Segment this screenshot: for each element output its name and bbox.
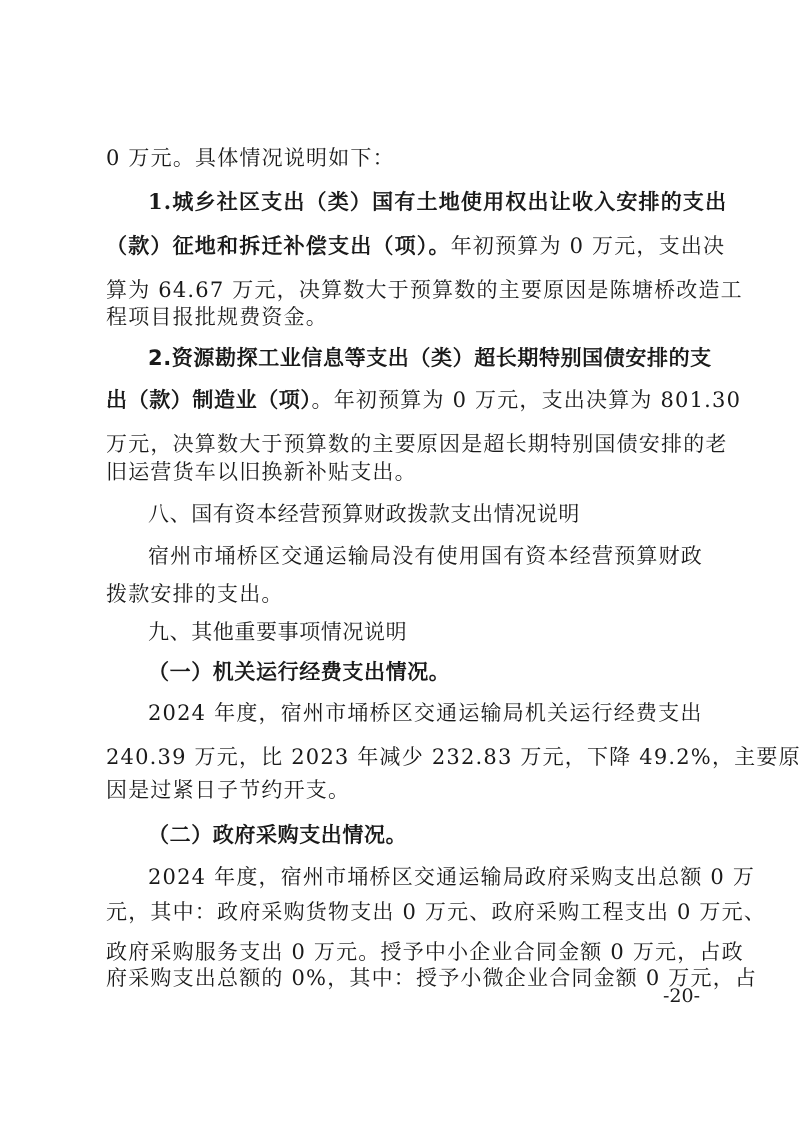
section-heading-9: 九、其他重要事项情况说明 <box>148 620 408 644</box>
section-heading-8: 八、国有资本经营预算财政拨款支出情况说明 <box>148 502 580 526</box>
item-2-title-continued: 出（款）制造业（项） <box>106 388 312 412</box>
item-2-text: 。年初预算为 0 万元，支出决算为 801.30 <box>311 388 742 412</box>
paragraph-line: 2024 年度，宿州市埇桥区交通运输局政府采购支出总额 0 万 <box>148 865 756 889</box>
paragraph-line: 万元，决算数大于预算数的主要原因是超长期特别国债安排的老 <box>106 432 728 456</box>
paragraph-line: 旧运营货车以旧换新补贴支出。 <box>106 460 417 484</box>
paragraph-line: 元，其中：政府采购货物支出 0 万元、政府采购工程支出 0 万元、 <box>106 900 767 924</box>
paragraph-line: 政府采购服务支出 0 万元。授予中小企业合同金额 0 万元，占政 <box>106 940 744 964</box>
item-1-line <box>106 226 726 266</box>
paragraph-line: 宿州市埇桥区交通运输局没有使用国有资本经营预算财政 <box>148 544 703 568</box>
subsection-heading-1: （一）机关运行经费支出情况。 <box>148 660 451 684</box>
paragraph-line: 府采购支出总额的 0%，其中：授予小微企业合同金额 0 万元，占 <box>106 966 758 990</box>
paragraph-line: 因是过紧日子节约开支。 <box>106 778 351 802</box>
paragraph-line: 0 万元。具体情况说明如下： <box>106 146 395 170</box>
item-2-line <box>106 380 742 420</box>
paragraph-line: 240.39 万元，比 2023 年减少 232.83 万元，下降 49.2%，主要原 <box>106 745 801 769</box>
item-1-title-line: 1.城乡社区支出（类）国有土地使用权出让收入安排的支出 <box>148 189 728 214</box>
paragraph-line: 2024 年度，宿州市埇桥区交通运输局机关运行经费支出 <box>148 701 703 725</box>
item-2-title-line: 2.资源勘探工业信息等支出（类）超长期特别国债安排的支 <box>148 346 712 370</box>
paragraph-line: 算为 64.67 万元，决算数大于预算数的主要原因是陈塘桥改造工 <box>106 278 743 302</box>
item-1-title-continued: （款）征地和拆迁补偿支出（项）。 <box>106 233 451 258</box>
paragraph-line: 程项目报批规费资金。 <box>106 305 328 329</box>
page-number: -20- <box>662 985 700 1007</box>
item-1-text: 年初预算为 0 万元，支出决 <box>450 234 726 258</box>
paragraph-line: 拨款安排的支出。 <box>106 582 284 606</box>
subsection-heading-2: （二）政府采购支出情况。 <box>148 823 408 847</box>
